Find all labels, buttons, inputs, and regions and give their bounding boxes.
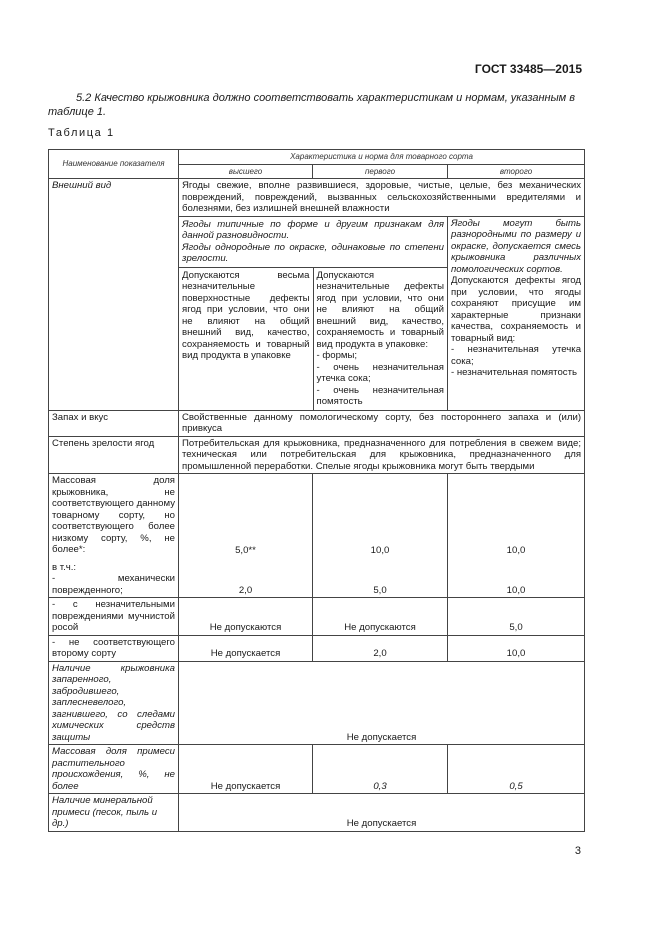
mass-fraction-first: 10,0 5,0: [313, 474, 448, 598]
plant-impurity-top: Не допускается: [179, 745, 313, 794]
row-label-rotten: Наличие крыжовника запаренного, забродившего, заплесневелого, загнившего, со следами химических средств защиты: [49, 661, 179, 745]
ripeness-value: Потребительская для крыжовника, предназначенного для потребления в свежем виде; техническая или потребительская для крыжовника, предназначенного для промышленной переработки. Спелые ягоды крыжовника могут быть твердыми: [179, 436, 585, 474]
row-label-plant-impurity: Массовая доля примеси растительного происхождения, %, не более: [49, 745, 179, 794]
appearance-second: Ягоды могут быть разнородными по размеру и окраске, допускается смесь крыжовника различных помологических сортов. Допускаются дефекты ягод при условии, что ягоды сохраняют присущие им характерные признаки качества, сохраняемость и товарный вид: - незначительная утечка сока; - незначительная помятость: [448, 216, 585, 410]
appearance-common: Ягоды свежие, вполне развившиеся, здоровые, чистые, целые, без механических повреждений, повреждений, вызванных сельскохозяйственными вредителями и болезнями, без излишней внешней влажности: [179, 179, 585, 217]
header-group: Характеристика и норма для товарного сорта: [179, 150, 585, 165]
smell-value: Свойственные данному помологическому сорту, без постороннего запаха и (или) привкуса: [179, 410, 585, 436]
mass-fraction-top: 5,0** 2,0: [179, 474, 313, 598]
second-grade-first: 2,0: [313, 635, 448, 661]
table-caption: Таблица 1: [48, 127, 115, 139]
header-grade-second: второго: [448, 164, 585, 179]
appearance-defects-first: Допускаются незначительные дефекты ягод при условии, что они не влияют на общий внешний вид, качество, сохраняемость и товарный вид продукта в упаковке: - формы; - очень незначительная утечка сока; - очень незначительная помятость: [313, 268, 448, 410]
row-label-mass-fraction: Массовая доля крыжовника, не соответствующего данному товарному сорту, но соответствующего более низкому сорту, %, не более*: в т.ч.: - механически поврежденного;: [49, 474, 179, 598]
appearance-uniform: Ягоды однородные по окраске, одинаковые по степени зрелости.: [182, 241, 444, 264]
appearance-typical: Ягоды типичные по форме и другим признакам для данной разновидности.: [182, 218, 444, 241]
plant-impurity-second: 0,5: [448, 745, 585, 794]
mineral-impurity-value: Не допускается: [179, 794, 585, 832]
row-label-mildew: - с незначительными повреждениями мучнистой росой: [49, 598, 179, 636]
row-label-appearance: Внешний вид: [49, 179, 179, 411]
document-code: ГОСТ 33485—2015: [474, 62, 582, 76]
mildew-top: Не допускаются: [179, 598, 313, 636]
row-label-smell: Запах и вкус: [49, 410, 179, 436]
second-grade-top: Не допускается: [179, 635, 313, 661]
intro-paragraph: 5.2 Качество крыжовника должно соответствовать характеристикам и нормам, указанным в таблице 1.: [48, 92, 576, 118]
row-label-mineral-impurity: Наличие минеральной примеси (песок, пыль и др.): [49, 794, 179, 832]
header-name-col: Наименование показателя: [49, 150, 179, 179]
mildew-second: 5,0: [448, 598, 585, 636]
header-grade-top: высшего: [179, 164, 313, 179]
page-number: 3: [574, 845, 581, 857]
second-grade-second: 10,0: [448, 635, 585, 661]
header-grade-first: первого: [313, 164, 448, 179]
rotten-value: Не допускается: [179, 661, 585, 745]
row-label-ripeness: Степень зрелости ягод: [49, 436, 179, 474]
row-label-second-grade: - не соответствующего второму сорту: [49, 635, 179, 661]
appearance-defects-top: Допускаются весьма незначительные поверхностные дефекты ягод при условии, что они не влияют на общий внешний вид, качество, сохраняемость и товарный вид продукта в упаковке: [182, 269, 310, 361]
plant-impurity-first: 0,3: [313, 745, 448, 794]
mass-fraction-second: 10,0 10,0: [448, 474, 585, 598]
mildew-first: Не допускаются: [313, 598, 448, 636]
appearance-top-first: [179, 216, 448, 410]
quality-table: [48, 149, 585, 832]
